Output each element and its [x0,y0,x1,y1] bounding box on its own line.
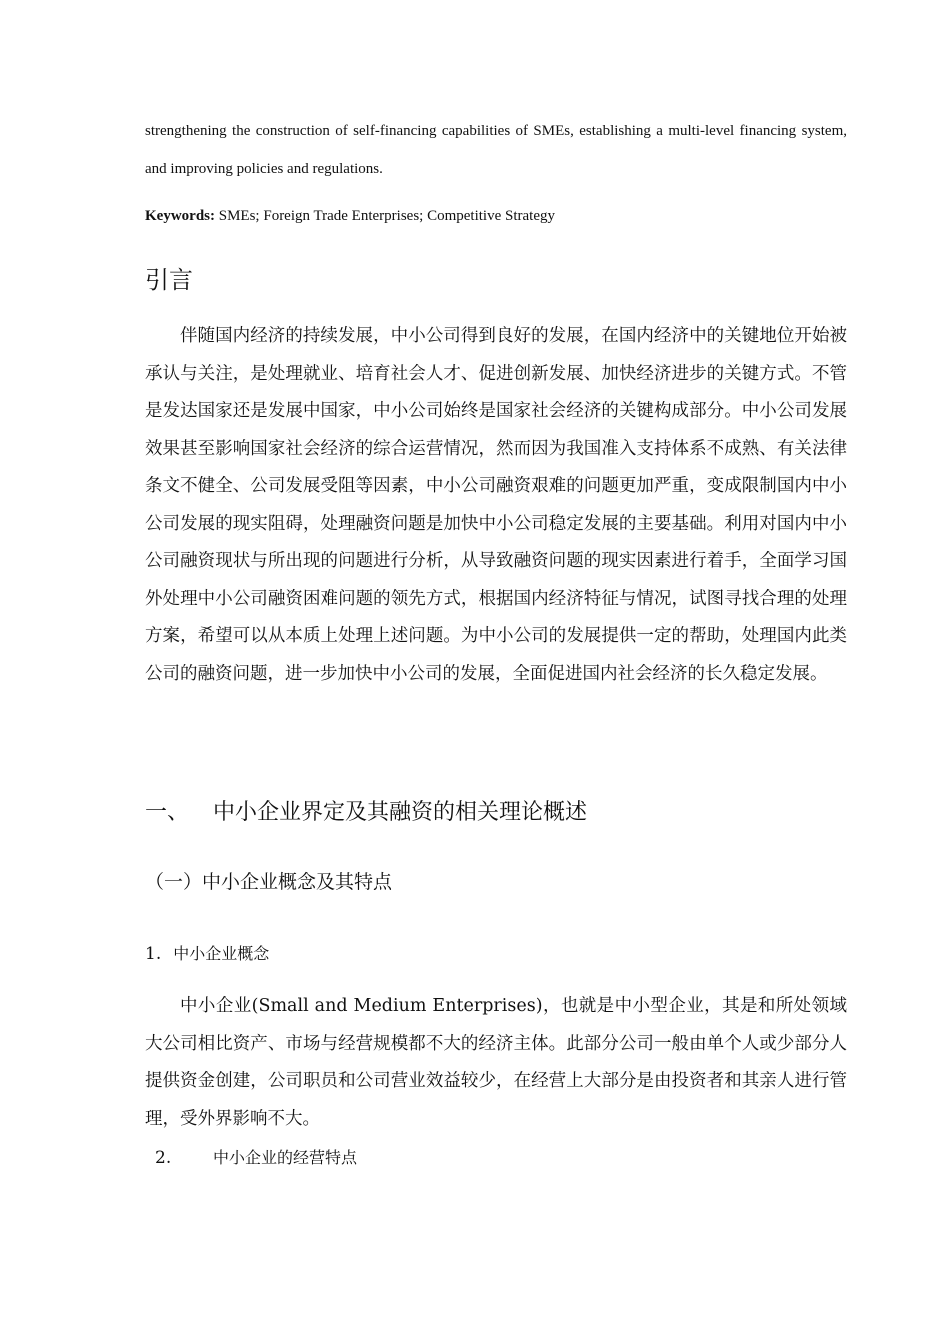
section-heading [145,795,587,831]
item-heading-2 [155,1144,357,1172]
introduction-heading: 引言 [145,266,193,294]
keywords-line [145,203,847,229]
item-number-2: 2. [155,1148,172,1168]
abstract-continuation: strengthening the construction of self-financing capabilities of SMEs, establishing a multi-level financing system, and improving policies and regulations. [145,123,847,177]
section-title: 中小企业界定及其融资的相关理论概述 [213,800,588,825]
concept-paragraph: 中小企业(Small and Medium Enterprises)，也就是中小型企业，其是和所处领域大公司相比资产、市场与经营规模都不大的经济主体。此部分公司一般由单个人或少部分人提供资金创建，公司职员和公司营业效益较少，在经营上大部分是由投资者和其亲人进行管理，受外界影响不大。 [145,996,847,1129]
item-title-1: 中小企业概念 [173,944,270,963]
item-heading-1 [145,940,269,968]
keywords-label: Keywords: [145,208,215,224]
subsection-heading: （一）中小企业概念及其特点 [145,871,393,893]
item-title-2: 中小企业的经营特点 [213,1148,358,1167]
item-number-1: 1. [145,944,162,964]
section-number: 一、 [145,800,190,825]
keywords-text: SMEs; Foreign Trade Enterprises; Competitive Strategy [215,208,555,224]
introduction-paragraph: 伴随国内经济的持续发展，中小公司得到良好的发展，在国内经济中的关键地位开始被承认与关注，是处理就业、培育社会人才、促进创新发展、加快经济进步的关键方式。不管是发达国家还是发展中国家，中小公司始终是国家社会经济的关键构成部分。中小公司发展效果甚至影响国家社会经济的综合运营情况，然而因为我国准入支持体系不成熟、有关法律条文不健全、公司发展受阻等因素，中小公司融资艰难的问题更加严重，变成限制国内中小公司发展的现实阻碍，处理融资问题是加快中小公司稳定发展的主要基础。利用对国内中小公司融资现状与所出现的问题进行分析，从导致融资问题的现实因素进行着手，全面学习国外处理中小公司融资困难问题的领先方式，根据国内经济特征与情况，试图寻找合理的处理方案，希望可以从本质上处理上述问题。为中小公司的发展提供一定的帮助，处理国内此类公司的融资问题，进一步加快中小公司的发展，全面促进国内社会经济的长久稳定发展。 [145,326,847,684]
